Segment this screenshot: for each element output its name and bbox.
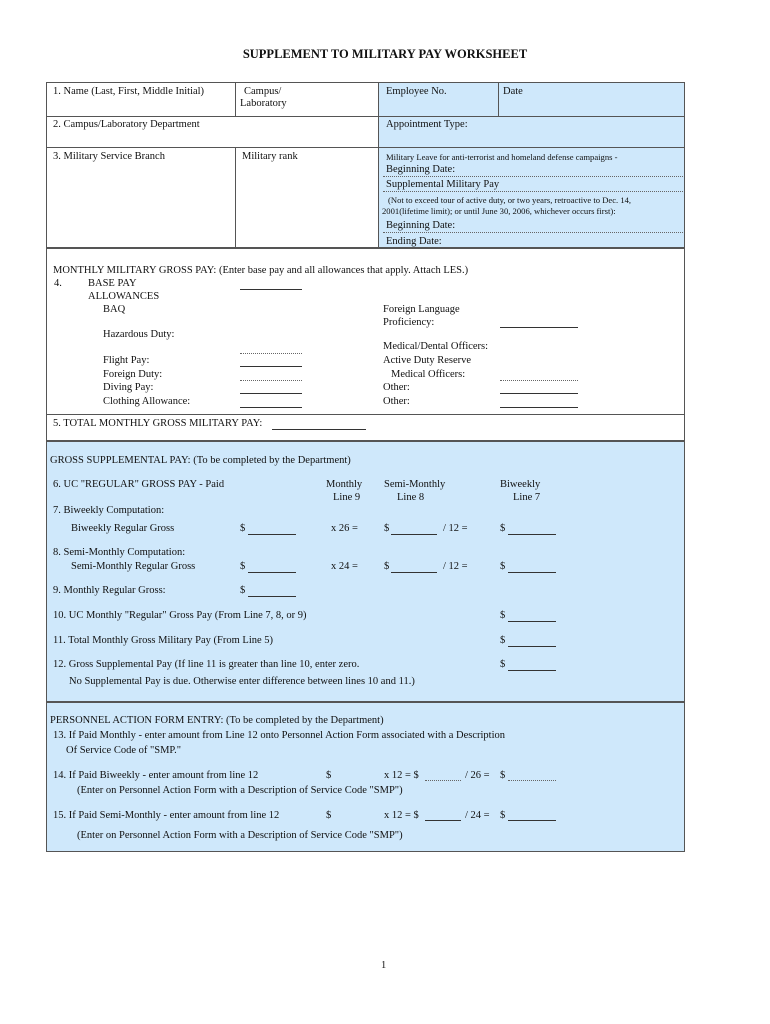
line8-dollar-a: $ xyxy=(384,561,390,572)
baq-label: BAQ xyxy=(103,304,126,315)
semimonthly-dollar: $ xyxy=(240,561,246,572)
medical-officers-field[interactable] xyxy=(500,380,578,381)
foreign-language-label: Foreign Language xyxy=(383,304,460,315)
beginning-date-1-label: Beginning Date: xyxy=(386,164,456,175)
biweekly-column: Biweekly xyxy=(500,479,541,490)
line8-field-a[interactable] xyxy=(391,572,437,573)
line11-label: 11. Total Monthly Gross Military Pay (From Line 5) xyxy=(53,635,274,646)
line14-label: 14. If Paid Biweekly - enter amount from line 12 xyxy=(53,770,259,781)
limit-note-line1: (Not to exceed tour of active duty, or two years, retroactive to Dec. 14, xyxy=(388,195,632,205)
line12-label: 12. Gross Supplemental Pay (If line 11 is greater than line 10, enter zero. xyxy=(53,659,360,670)
line14-result-field[interactable] xyxy=(508,780,556,781)
line13-label: 13. If Paid Monthly - enter amount from Line 12 onto Personnel Action Form associated with a Description xyxy=(53,730,506,741)
clothing-allowance-label: Clothing Allowance: xyxy=(103,396,191,407)
line15-dollar: $ xyxy=(326,810,332,821)
semimonthly-gross-field[interactable] xyxy=(248,572,296,573)
hazardous-duty-field[interactable] xyxy=(240,353,302,354)
line4-number: 4. xyxy=(54,278,62,289)
appointment-type-label: Appointment Type: xyxy=(386,119,468,130)
line15-field-a[interactable] xyxy=(425,820,461,821)
line14-dollar: $ xyxy=(326,770,332,781)
laboratory-label: Laboratory xyxy=(240,98,287,109)
line14-field-a[interactable] xyxy=(425,780,461,781)
date-label: Date xyxy=(503,86,523,97)
line7-ref: Line 7 xyxy=(513,492,541,503)
page-number: 1 xyxy=(381,960,387,971)
line9-field[interactable] xyxy=(248,596,296,597)
line12-dollar: $ xyxy=(500,659,506,670)
line14-dollar-b: $ xyxy=(500,770,506,781)
medical-dental-label: Medical/Dental Officers: xyxy=(383,341,489,352)
biweekly-dollar: $ xyxy=(240,523,246,534)
supplemental-military-pay-label: Supplemental Military Pay xyxy=(386,179,500,190)
line12-note: No Supplemental Pay is due. Otherwise enter difference between lines 10 and 11.) xyxy=(69,676,415,687)
military-leave-label: Military Leave for anti-terrorist and homeland defense campaigns - xyxy=(386,152,618,162)
service-branch-label: 3. Military Service Branch xyxy=(53,151,165,162)
line11-field[interactable] xyxy=(508,646,556,647)
line7-dollar-b: $ xyxy=(500,523,506,534)
semimonthly-gross-label: Semi-Monthly Regular Gross xyxy=(71,561,196,572)
name-label: 1. Name (Last, First, Middle Initial) xyxy=(53,86,205,97)
other-2-field[interactable] xyxy=(500,407,578,408)
base-pay-label: BASE PAY xyxy=(88,278,137,289)
semimonthly-column: Semi-Monthly xyxy=(384,479,446,490)
line14-note: (Enter on Personnel Action Form with a Description of Service Code "SMP") xyxy=(77,785,403,796)
other-1-field[interactable] xyxy=(500,393,578,394)
diving-pay-field[interactable] xyxy=(240,393,302,394)
supplemental-pay-heading: GROSS SUPPLEMENTAL PAY: (To be completed by the Department) xyxy=(50,455,351,466)
employee-no-label: Employee No. xyxy=(386,86,447,97)
line15-result-field[interactable] xyxy=(508,820,556,821)
biweekly-gross-field[interactable] xyxy=(248,534,296,535)
other-1-label: Other: xyxy=(383,382,410,393)
line14-div26: / 26 = xyxy=(465,770,490,781)
line7-result-field[interactable] xyxy=(508,534,556,535)
line8-dollar-b: $ xyxy=(500,561,506,572)
line10-field[interactable] xyxy=(508,621,556,622)
monthly-column: Monthly xyxy=(326,479,363,490)
flight-pay-label: Flight Pay: xyxy=(103,355,150,366)
hazardous-duty-label: Hazardous Duty: xyxy=(103,329,175,340)
line7-div12: / 12 = xyxy=(443,523,468,534)
line8-div12: / 12 = xyxy=(443,561,468,572)
campus-label: Campus/ xyxy=(244,86,282,97)
base-pay-field[interactable] xyxy=(240,289,302,290)
line15-div24: / 24 = xyxy=(465,810,490,821)
active-duty-reserve-label: Active Duty Reserve xyxy=(383,355,472,366)
line12-field[interactable] xyxy=(508,670,556,671)
line6-label: 6. UC "REGULAR" GROSS PAY - Paid xyxy=(53,479,225,490)
line10-label: 10. UC Monthly "Regular" Gross Pay (From Line 7, 8, or 9) xyxy=(53,610,307,621)
line7-label: 7. Biweekly Computation: xyxy=(53,505,165,516)
line8-ref: Line 8 xyxy=(397,492,425,503)
proficiency-field[interactable] xyxy=(500,327,578,328)
medical-officers-label: Medical Officers: xyxy=(391,369,466,380)
line10-dollar: $ xyxy=(500,610,506,621)
x24-label: x 24 = xyxy=(331,561,358,572)
line8-label: 8. Semi-Monthly Computation: xyxy=(53,547,186,558)
line7-field-a[interactable] xyxy=(391,534,437,535)
line13-note: Of Service Code of "SMP." xyxy=(66,745,182,756)
foreign-duty-label: Foreign Duty: xyxy=(103,369,163,380)
biweekly-gross-label: Biweekly Regular Gross xyxy=(71,523,175,534)
total-gross-military-pay-label: 5. TOTAL MONTHLY GROSS MILITARY PAY: xyxy=(53,418,263,429)
line9-ref: Line 9 xyxy=(333,492,361,503)
diving-pay-label: Diving Pay: xyxy=(103,382,154,393)
line14-x12: x 12 = $ xyxy=(384,770,419,781)
line9-label: 9. Monthly Regular Gross: xyxy=(53,585,166,596)
line7-dollar-a: $ xyxy=(384,523,390,534)
military-rank-label: Military rank xyxy=(242,151,298,162)
paf-heading: PERSONNEL ACTION FORM ENTRY: (To be completed by the Department) xyxy=(50,715,384,726)
proficiency-label: Proficiency: xyxy=(383,317,435,328)
line15-x12: x 12 = $ xyxy=(384,810,419,821)
line9-dollar: $ xyxy=(240,585,246,596)
department-label: 2. Campus/Laboratory Department xyxy=(53,119,200,130)
limit-note-line2: 2001(lifetime limit); or until June 30, 2006, whichever occurs first): xyxy=(382,206,616,216)
total-gross-military-pay-field[interactable] xyxy=(272,429,366,430)
beginning-date-2-label: Beginning Date: xyxy=(386,220,456,231)
clothing-allowance-field[interactable] xyxy=(240,407,302,408)
line11-dollar: $ xyxy=(500,635,506,646)
line8-result-field[interactable] xyxy=(508,572,556,573)
allowances-label: ALLOWANCES xyxy=(88,291,160,302)
line15-label: 15. If Paid Semi-Monthly - enter amount from line 12 xyxy=(53,810,280,821)
page-title: SUPPLEMENT TO MILITARY PAY WORKSHEET xyxy=(242,47,528,61)
gross-pay-heading: MONTHLY MILITARY GROSS PAY: (Enter base pay and all allowances that apply. Attach LES.) xyxy=(53,265,469,276)
other-2-label: Other: xyxy=(383,396,410,407)
x26-label: x 26 = xyxy=(331,523,358,534)
line15-note: (Enter on Personnel Action Form with a Description of Service Code "SMP") xyxy=(77,830,403,841)
flight-pay-field[interactable] xyxy=(240,366,302,367)
line15-dollar-b: $ xyxy=(500,810,506,821)
foreign-duty-field[interactable] xyxy=(240,380,302,381)
ending-date-label: Ending Date: xyxy=(386,236,442,247)
